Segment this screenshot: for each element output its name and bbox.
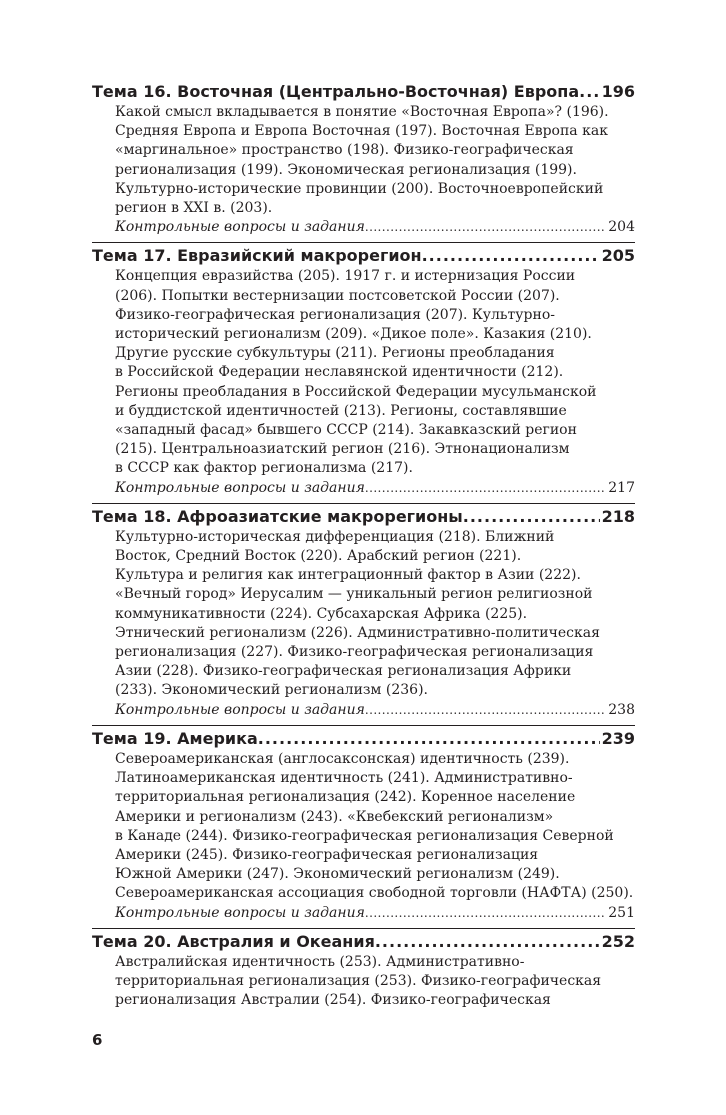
topic-description-line: регион в XXI в. (203). [115, 200, 273, 217]
topic-description-line: исторический регионализм (209). «Дикое поле». Казакия (210). [115, 326, 592, 343]
topic-title: Тема 16. Восточная (Центрально-Восточная) Европа [92, 82, 580, 101]
topic-description-line: коммуникативности (224). Субсахарская Африка (225). [115, 605, 528, 622]
topic-description-line: Какой смысл вкладывается в понятие «Восточная Европа»? (196). [115, 104, 609, 120]
topic-description-line: «Вечный город» Иерусалим — уникальный регион религиозной [115, 586, 593, 603]
topic-description-line: Культурно-историческая дифференциация (218). Ближний [115, 528, 555, 545]
control-questions-label: Контрольные вопросы и задания [115, 904, 365, 921]
topic-page-number: 239 [601, 728, 635, 748]
topic-heading[interactable] [92, 727, 635, 750]
topic-description-line: Азии (228). Физико-географическая регионализация Африки [115, 663, 572, 680]
topic-description-line: Другие русские субкультуры (211). Регионы преобладания [115, 345, 555, 362]
topic-description-line: Физико-географическая регионализация (207). Культурно- [115, 306, 555, 323]
topic-page-number: 205 [601, 246, 635, 266]
control-questions-label: Контрольные вопросы и задания [115, 219, 365, 236]
table-of-contents [92, 80, 635, 1015]
control-questions-page-number: 217 [608, 479, 635, 496]
toc-section [92, 928, 635, 1016]
dot-leader [422, 244, 600, 267]
topic-description-line: Североамериканская ассоциация свободной торговли (НАФТА) (250). [115, 885, 634, 902]
topic-description-line: Регионы преобладания в Российской Федерации мусульманской [115, 383, 597, 400]
topic-heading[interactable] [92, 930, 635, 953]
dot-leader [365, 701, 606, 720]
topic-description-line: регионализация Австралии (254). Физико-географическая [115, 992, 551, 1009]
control-questions-entry[interactable] [92, 701, 635, 720]
toc-section [92, 725, 635, 928]
toc-section [92, 242, 635, 502]
dot-leader [258, 727, 600, 750]
control-questions-page-number: 251 [608, 904, 635, 921]
dot-leader [375, 930, 600, 953]
toc-section [92, 503, 635, 725]
control-questions-label: Контрольные вопросы и задания [115, 479, 365, 496]
dot-leader [365, 218, 606, 237]
topic-description-line: Этнический регионализм (226). Административно-политическая [115, 624, 600, 641]
topic-description-line: Америки и регионализм (243). «Квебекский регионализм» [115, 808, 554, 825]
control-questions-entry[interactable] [92, 218, 635, 237]
topic-page-number: 196 [601, 82, 635, 101]
topic-description-line: регионализация (199). Экономическая регионализация (199). [115, 161, 577, 178]
control-questions-entry[interactable] [92, 479, 635, 498]
topic-description-line: Латиноамериканская идентичность (241). Административно- [115, 770, 573, 787]
topic-description-line: Южной Америки (247). Экономический регионализм (249). [115, 866, 560, 883]
topic-page-number: 252 [601, 931, 635, 951]
dot-leader [365, 904, 606, 923]
topic-title: Тема 20. Австралия и Океания [92, 931, 375, 951]
topic-title: Тема 19. Америка [92, 728, 258, 748]
topic-description-line: Америки (245). Физико-географическая регионализация [115, 846, 539, 863]
topic-description-line: в Российской Федерации неславянской идентичности (212). [115, 364, 564, 381]
topic-title: Тема 17. Евразийский макрорегион [92, 246, 422, 266]
topic-description-line: регионализация (227). Физико-географическая регионализация [115, 644, 594, 661]
dot-leader [579, 80, 599, 103]
control-questions-page-number: 238 [608, 701, 635, 718]
topic-description-line: Культурно-исторические провинции (200). Восточноевропейский [115, 180, 604, 197]
topic-description-line: территориальная регионализация (253). Физико-географическая [115, 972, 602, 989]
control-questions-page-number: 204 [608, 219, 635, 236]
topic-description-line: «маргинальное» пространство (198). Физико-географическая [115, 142, 574, 159]
topic-heading[interactable] [92, 80, 635, 103]
topic-description-line: и буддистской идентичностей (213). Регионы, составлявшие [115, 402, 567, 419]
topic-title: Тема 18. Афроазиатские макрорегионы [92, 506, 463, 526]
topic-description-line: (215). Центральноазиатский регион (216). Этнонационализм [115, 441, 570, 458]
control-questions-entry[interactable] [92, 904, 635, 923]
topic-heading[interactable] [92, 244, 635, 267]
control-questions-label: Контрольные вопросы и задания [115, 701, 365, 718]
topic-description-line: Восток, Средний Восток (220). Арабский регион (221). [115, 548, 522, 565]
topic-description-line: Североамериканская (англосаксонская) идентичность (239). [115, 750, 570, 767]
topic-description-line: в СССР как фактор регионализма (217). [115, 460, 413, 477]
topic-description-line: «западный фасад» бывшего СССР (214). Закавказский регион [115, 422, 577, 439]
topic-description-line: в Канаде (244). Физико-географическая регионализация Северной [115, 827, 614, 844]
topic-description-line: Средняя Европа и Европа Восточная (197). Восточная Европа как [115, 123, 608, 140]
topic-description-line: Культура и религия как интеграционный фактор в Азии (222). [115, 567, 581, 584]
topic-heading[interactable] [92, 505, 635, 528]
toc-section [92, 80, 635, 242]
page-number: 6 [92, 1031, 103, 1049]
topic-description-line: территориальная регионализация (242). Коренное население [115, 789, 576, 806]
topic-description-line: (206). Попытки вестернизации постсоветской России (207). [115, 287, 560, 304]
dot-leader [463, 505, 600, 528]
topic-description-line: Австралийская идентичность (253). Административно- [115, 953, 525, 970]
dot-leader [365, 479, 606, 498]
topic-description-line: Концепция евразийства (205). 1917 г. и истернизация России [115, 268, 576, 285]
topic-description-line: (233). Экономический регионализм (236). [115, 682, 428, 699]
topic-page-number: 218 [601, 506, 635, 526]
